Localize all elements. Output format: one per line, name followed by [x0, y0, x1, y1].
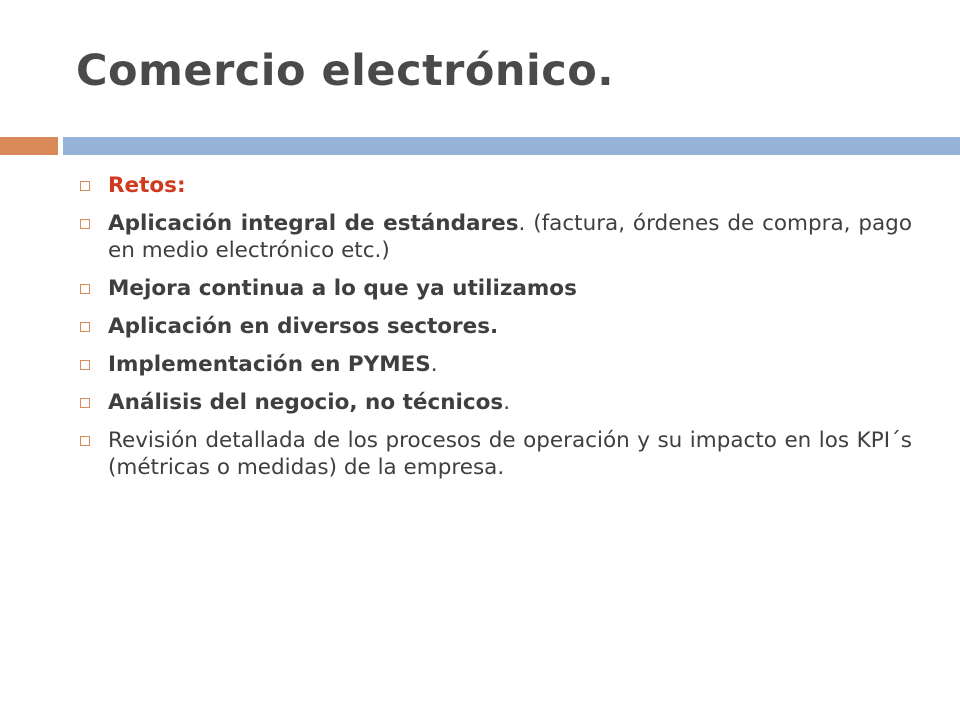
- bullet-item-estandares: [78, 210, 912, 264]
- bullet-normal-text: . (factura, órdenes de compra, pago en medio electrónico etc.): [108, 211, 912, 263]
- bullet-item-sectores: [78, 313, 912, 340]
- slide-title: Comercio electrónico.: [76, 46, 615, 96]
- accent-bar-orange: [0, 137, 58, 155]
- bullet-normal-text: Revisión detallada de los procesos de operación y su impacto en los KPI´s (métricas o medidas) de la empresa.: [108, 428, 912, 480]
- bullet-normal-text: .: [503, 390, 511, 415]
- accent-bar-blue: [63, 137, 960, 155]
- bullet-bold-text: Implementación en PYMES: [108, 352, 431, 377]
- bullet-list: [78, 172, 912, 492]
- hollow-square-icon: [80, 219, 90, 229]
- bullet-bold-text: Mejora continua a lo que ya utilizamos: [108, 276, 577, 301]
- hollow-square-icon: [80, 284, 90, 294]
- hollow-square-icon: [80, 436, 90, 446]
- bullet-normal-text: .: [430, 352, 438, 377]
- bullet-bold-text: Retos:: [108, 173, 186, 198]
- hollow-square-icon: [80, 398, 90, 408]
- hollow-square-icon: [80, 360, 90, 370]
- hollow-square-icon: [80, 322, 90, 332]
- bullet-bold-text: Análisis del negocio, no técnicos: [108, 390, 504, 415]
- bullet-item-pymes: [78, 351, 912, 378]
- bullet-item-analisis: [78, 389, 912, 416]
- bullet-bold-text: Aplicación integral de estándares: [108, 211, 519, 236]
- bullet-item-mejora: [78, 275, 912, 302]
- bullet-bold-text: Aplicación en diversos sectores.: [108, 314, 499, 339]
- bullet-item-revision: [78, 427, 912, 481]
- bullet-item-retos: [78, 172, 912, 199]
- hollow-square-icon: [80, 181, 90, 191]
